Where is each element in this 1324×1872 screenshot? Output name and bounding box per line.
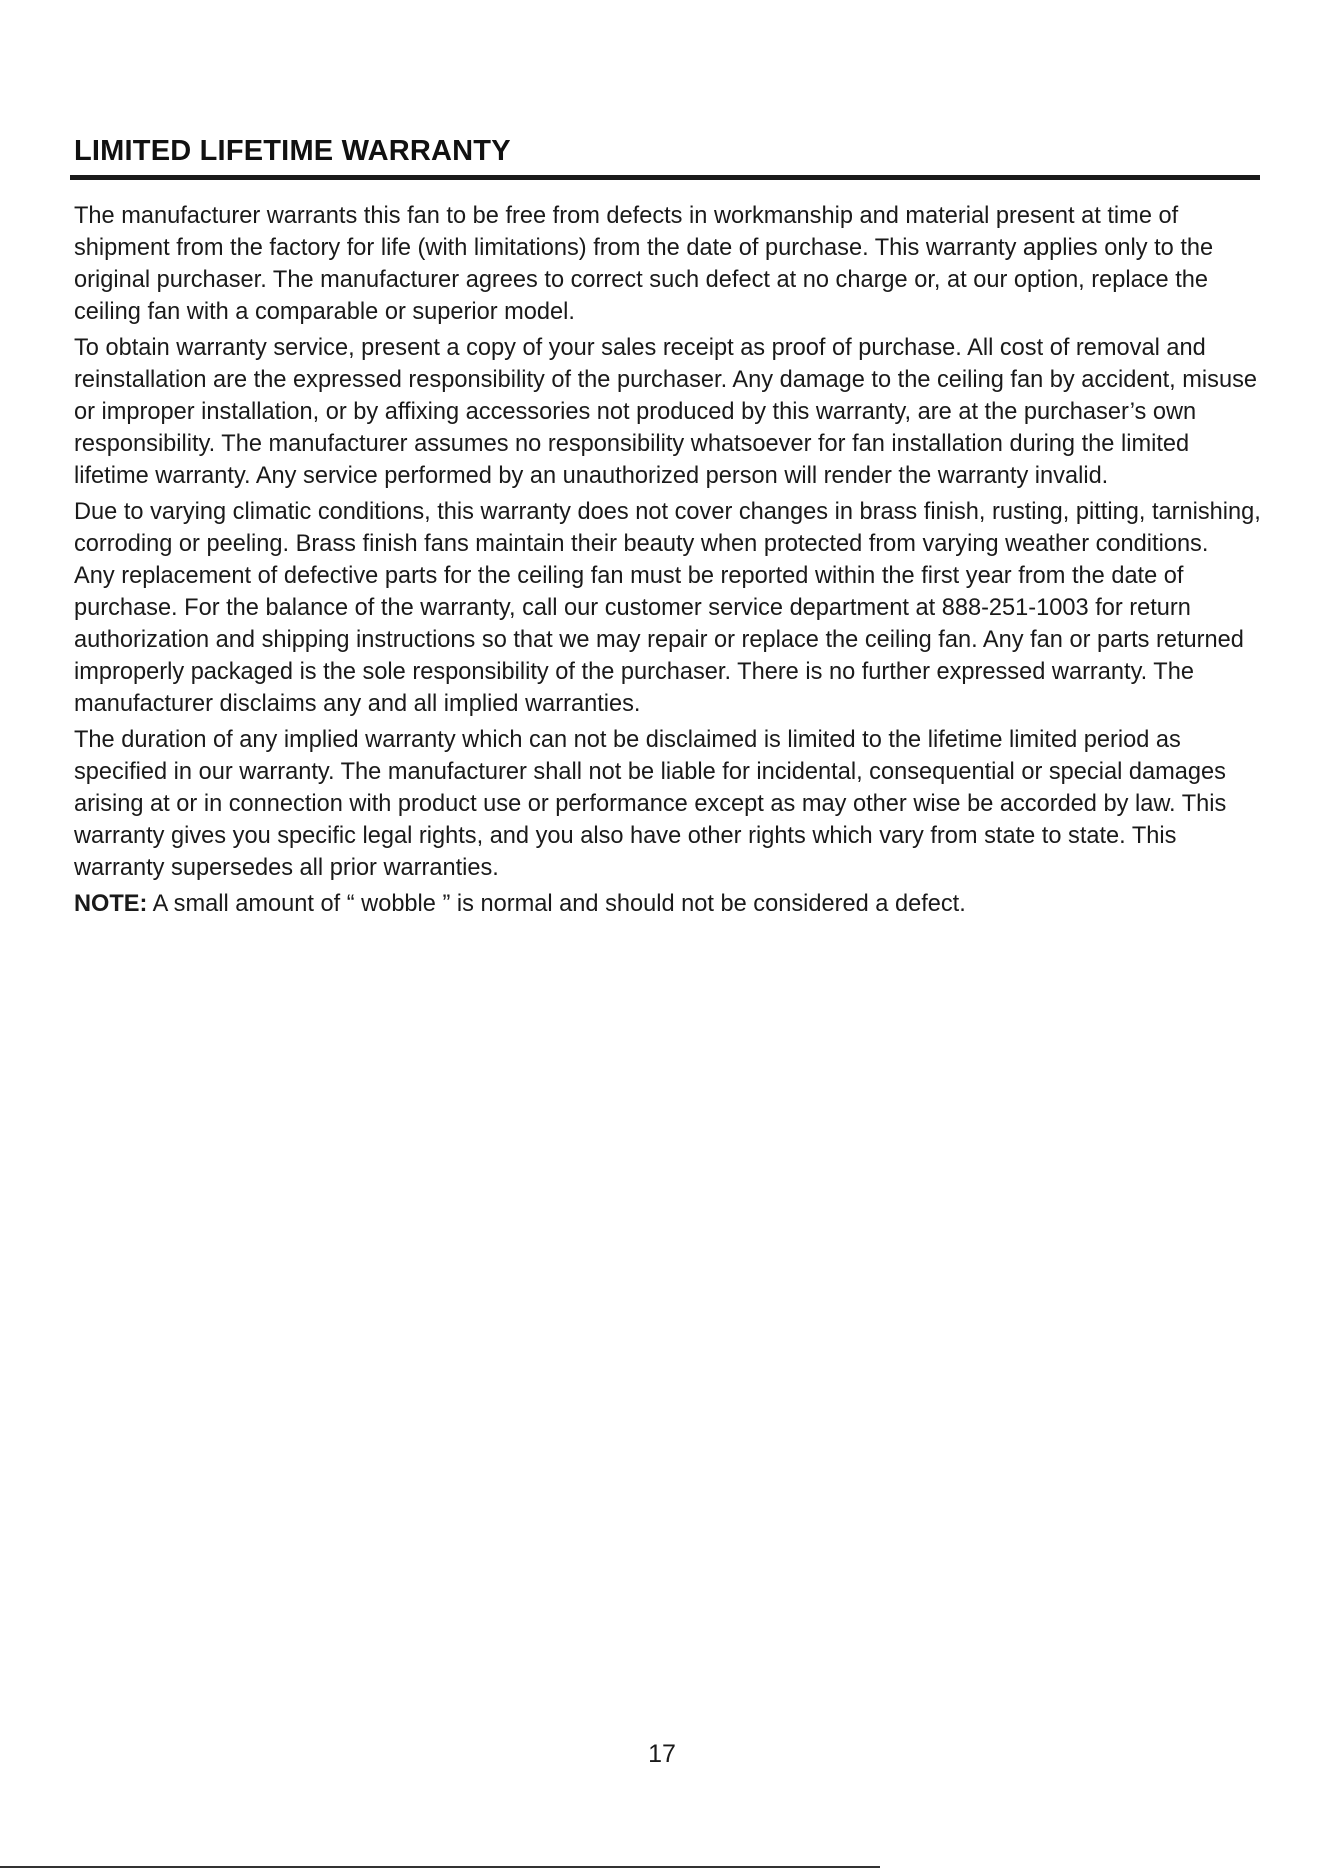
note-text: A small amount of “ wobble ” is normal and should not be considered a defect. <box>147 891 966 917</box>
paragraph-service: To obtain warranty service, present a copy of your sales receipt as proof of purchase. All cost of removal and reinstallation are the expressed responsibility of the purchaser. Any damage to the ceiling fan by accident, misuse or improper installation, or by affixing accessories not produced by this warranty, are at the purchaser’s own responsibility. The manufacturer assumes no responsibility whatsoever for fan installation during the limited lifetime warranty. Any service performed by an unauthorized person will render the warranty invalid. <box>74 335 1257 489</box>
note-label: NOTE: <box>74 891 148 917</box>
page-number: 17 <box>648 1740 676 1768</box>
paragraph-climate: Due to varying climatic conditions, this warranty does not cover changes in brass finish, rusting, pitting, tarnishing, corroding or peeling. Brass finish fans maintain their beauty when protected from varying weather conditions. <box>74 499 1261 557</box>
section-heading: LIMITED LIFETIME WARRANTY <box>74 135 511 167</box>
note-paragraph <box>74 888 1264 920</box>
warranty-body <box>74 200 1264 924</box>
bottom-edge-rule <box>0 1866 880 1868</box>
paragraph-implied-warranty: The duration of any implied warranty which can not be disclaimed is limited to the lifetime limited period as specified in our warranty. The manufacturer shall not be liable for incidental, consequential or special damages arising at or in connection with product use or performance except as may other wise be accorded by law. This warranty gives you specific legal rights, and you also have other rights which vary from state to state. This warranty supersedes all prior warranties. <box>74 727 1227 881</box>
heading-rule <box>70 175 1260 180</box>
paragraph-coverage: The manufacturer warrants this fan to be free from defects in workmanship and material present at time of shipment from the factory for life (with limitations) from the date of purchase. This warranty applies only to the original purchaser. The manufacturer agrees to correct such defect at no charge or, at our option, replace the ceiling fan with a comparable or superior model. <box>74 203 1214 325</box>
paragraph-replacement: Any replacement of defective parts for the ceiling fan must be reported within the first year from the date of purchase. For the balance of the warranty, call our customer service department at 888-251-1003 for return authorization and shipping instructions so that we may repair or replace the ceiling fan. Any fan or parts returned improperly packaged is the sole responsibility of the purchaser. There is no further expressed warranty. The manufacturer disclaims any and all implied warranties. <box>74 563 1244 717</box>
